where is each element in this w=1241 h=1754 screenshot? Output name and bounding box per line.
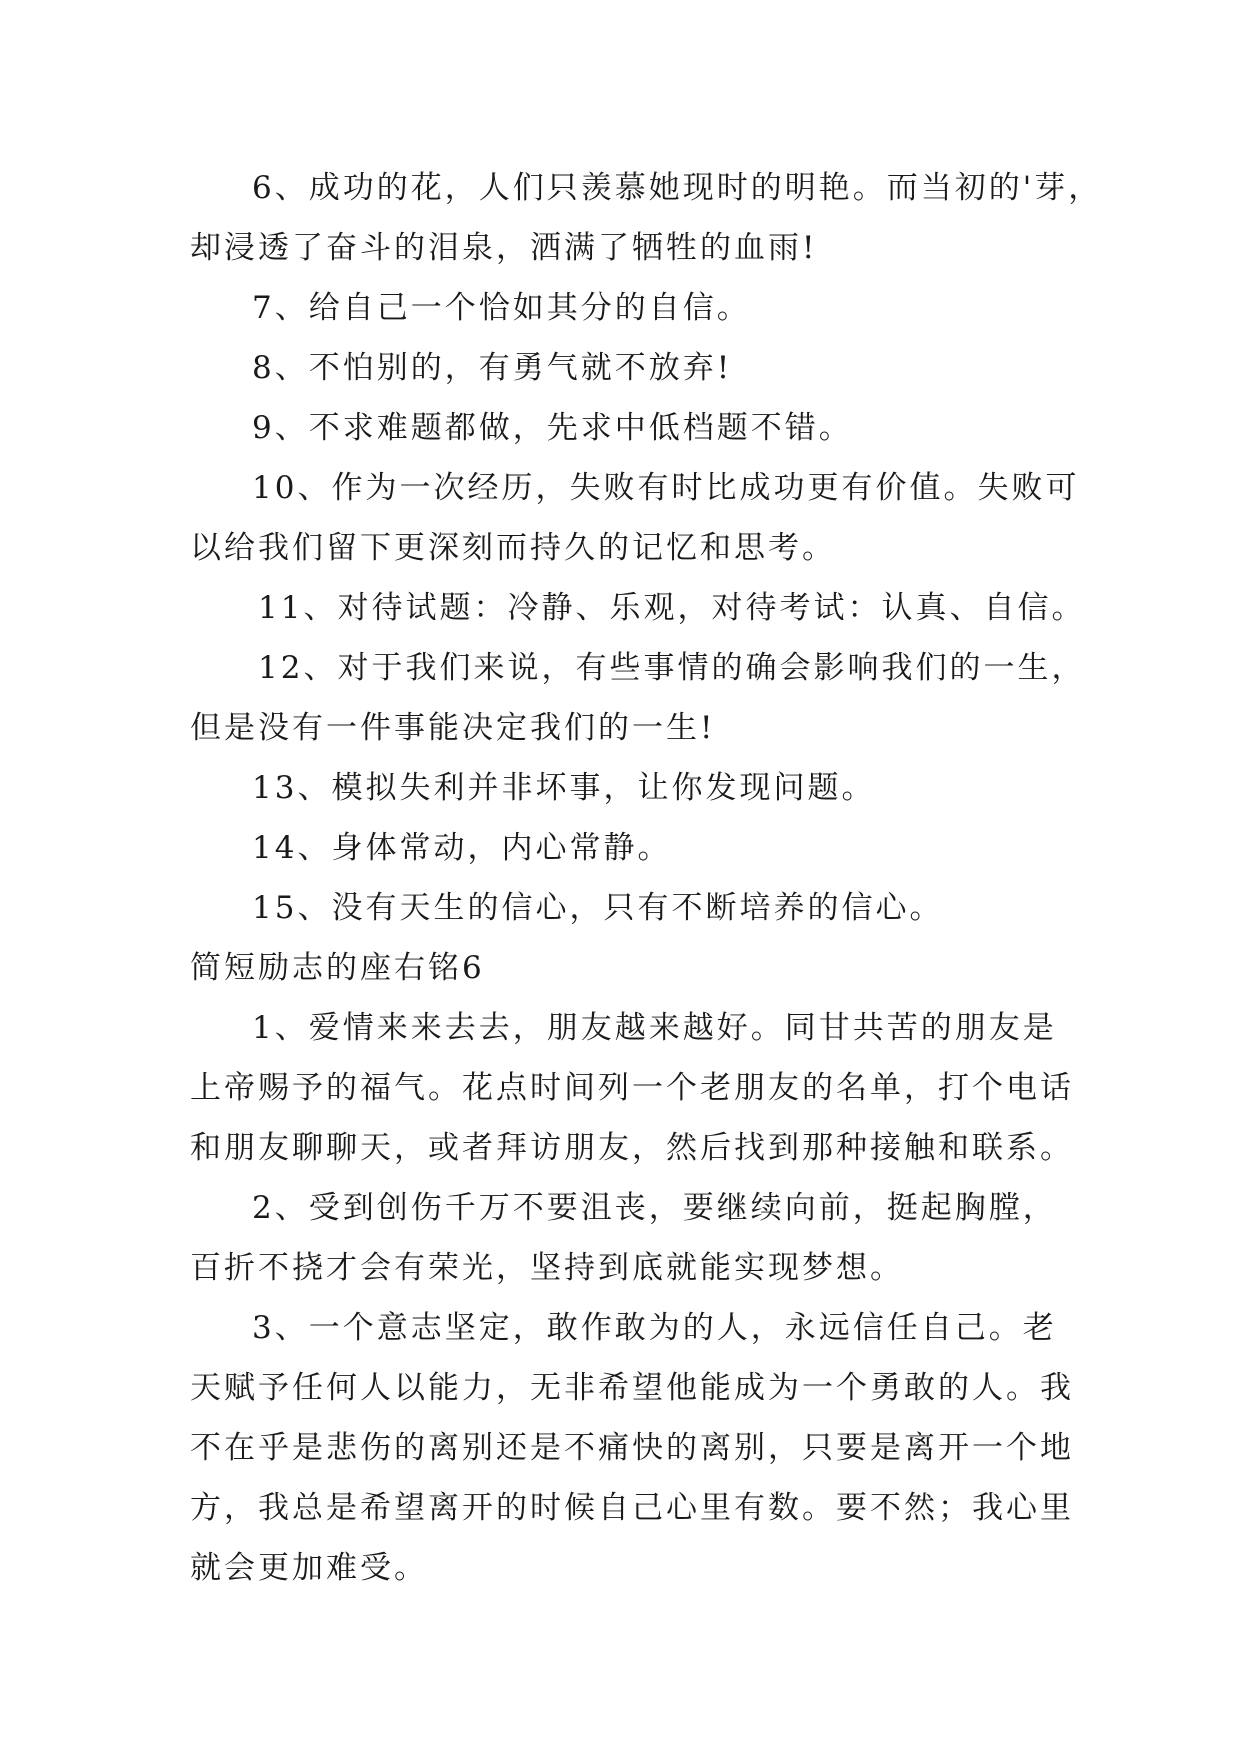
quote-item-12-line-2: 但是没有一件事能决定我们的一生! — [190, 710, 716, 746]
section-item-1-line-2: 上帝赐予的福气。花点时间列一个老朋友的名单，打个电话 — [190, 1070, 1074, 1106]
quote-item-8: 8、不怕别的，有勇气就不放弃! — [252, 350, 733, 386]
quote-item-9: 9、不求难题都做，先求中低档题不错。 — [252, 410, 853, 446]
section-item-2-line-2: 百折不挠才会有荣光，坚持到底就能实现梦想。 — [190, 1250, 904, 1286]
quote-item-11: 11、对待试题：冷静、乐观，对待考试：认真、自信。 — [258, 590, 1086, 626]
quote-item-12-line-1: 12、对于我们来说，有些事情的确会影响我们的一生， — [258, 650, 1086, 686]
quote-item-6-line-1: 6、成功的花，人们只羡慕她现时的明艳。而当初的'芽， — [252, 170, 1103, 206]
quote-item-7: 7、给自己一个恰如其分的自信。 — [252, 290, 751, 326]
quote-item-13: 13、模拟失利并非坏事，让你发现问题。 — [252, 770, 876, 806]
section-item-3-line-4: 方，我总是希望离开的时候自己心里有数。要不然；我心里 — [190, 1490, 1074, 1526]
section-item-1-line-1: 1、爱情来来去去，朋友越来越好。同甘共苦的朋友是 — [252, 1010, 1057, 1046]
section-item-3-line-5: 就会更加难受。 — [190, 1550, 428, 1586]
section-item-2-line-1: 2、受到创伤千万不要沮丧，要继续向前，挺起胸膛， — [252, 1190, 1057, 1226]
quote-item-14: 14、身体常动，内心常静。 — [252, 830, 672, 866]
section-item-3-line-3: 不在乎是悲伤的离别还是不痛快的离别，只要是离开一个地 — [190, 1430, 1074, 1466]
section-item-3-line-1: 3、一个意志坚定，敢作敢为的人，永远信任自己。老 — [252, 1310, 1057, 1346]
quote-item-6-line-2: 却浸透了奋斗的泪泉，洒满了牺牲的血雨! — [190, 230, 818, 266]
document-body — [190, 158, 1103, 1598]
quote-item-10-line-2: 以给我们留下更深刻而持久的记忆和思考。 — [190, 530, 836, 566]
section-item-3-line-2: 天赋予任何人以能力，无非希望他能成为一个勇敢的人。我 — [190, 1370, 1074, 1406]
quote-item-10-line-1: 10、作为一次经历，失败有时比成功更有价值。失败可 — [252, 470, 1080, 506]
section-heading: 简短励志的座右铭6 — [190, 950, 485, 986]
quote-item-15: 15、没有天生的信心，只有不断培养的信心。 — [252, 890, 944, 926]
section-item-1-line-3: 和朋友聊聊天，或者拜访朋友，然后找到那种接触和联系。 — [190, 1130, 1074, 1166]
